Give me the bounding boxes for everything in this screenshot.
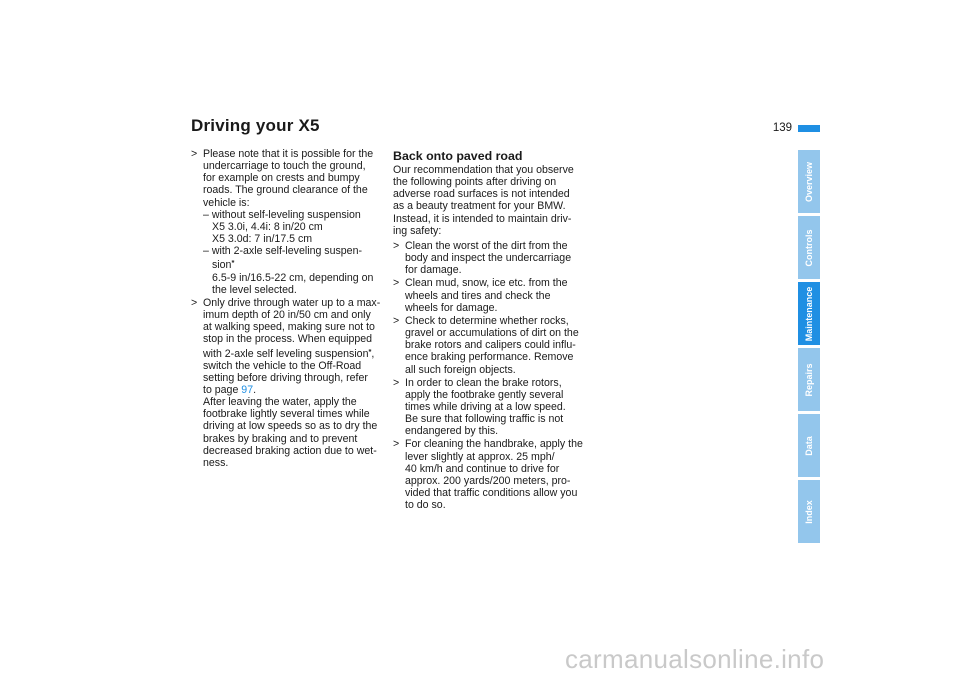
text-line: brake rotors and calipers could influ- [405, 339, 576, 352]
text-fragment: with 2-axle self leveling suspension [203, 347, 369, 360]
text-line: driving at low speeds so as to dry the [203, 420, 378, 433]
section-tabs [798, 150, 820, 546]
spec-line: X5 3.0d: 7 in/17.5 cm [212, 233, 313, 246]
spec-line: 6.5-9 in/16.5-22 cm, depending on [212, 271, 374, 284]
bullet-clean-body [393, 240, 593, 276]
text-line: undercarriage to touch the ground, [203, 160, 366, 173]
left-column [191, 148, 386, 470]
text-line: wheels for damage. [405, 301, 498, 314]
tab-data[interactable] [798, 414, 820, 477]
text-line: all such foreign objects. [405, 363, 516, 376]
bullet-marker: > [393, 314, 400, 327]
text-line: Clean the worst of the dirt from the [405, 239, 568, 252]
text-fragment: to page [203, 383, 242, 396]
intro-paragraph [393, 164, 593, 237]
text-line: vided that traffic conditions allow you [405, 487, 578, 500]
text-line: Be sure that following traffic is not [405, 413, 564, 426]
bullet-clean-handbrake [393, 438, 593, 511]
tab-maintenance[interactable] [798, 282, 820, 345]
text-line [203, 384, 386, 396]
text-line: the following points after driving on [393, 176, 557, 189]
text-line: Instead, it is intended to maintain driv- [393, 212, 572, 225]
text-line: decreased braking action due to wet- [203, 444, 377, 457]
bullet-marker: > [393, 376, 400, 389]
dash-item: – without self-leveling suspension [203, 208, 361, 221]
text-line: as a beauty treatment for your BMW. [393, 200, 566, 213]
bullet-marker: > [393, 438, 400, 451]
bullet-clean-wheels [393, 277, 593, 313]
bullet-marker: > [191, 148, 198, 160]
text-line: vehicle is: [203, 196, 250, 209]
page-marker [798, 125, 820, 132]
text-line: for example on crests and bumpy [203, 172, 360, 185]
tab-label: Overview [804, 161, 814, 202]
text-line: Only drive through water up to a max- [203, 296, 381, 309]
dash-item: – with 2-axle self-leveling suspen- [203, 245, 362, 258]
bullet-check-rotors [393, 315, 593, 376]
page-title: Driving your X5 [191, 116, 320, 135]
text-line: 40 km/h and continue to drive for [405, 462, 560, 475]
text-line: gravel or accumulations of dirt on the [405, 327, 579, 340]
tab-label: Data [804, 435, 814, 456]
option-star-icon: * [231, 258, 235, 268]
bullet-clean-rotors [393, 377, 593, 438]
tab-label: Controls [804, 229, 814, 266]
text-line: switch the vehicle to the Off-Road [203, 359, 362, 372]
spec-line [203, 257, 386, 271]
text-line: body and inspect the undercarriage [405, 252, 572, 265]
page-reference-link[interactable]: 97 [241, 383, 254, 396]
section-heading: Back onto paved road [393, 149, 523, 163]
tab-controls[interactable] [798, 216, 820, 279]
bullet-ground-clearance [191, 148, 386, 296]
text-line: Check to determine whether rocks, [405, 314, 569, 327]
text-line: lever slightly at approx. 25 mph/ [405, 450, 555, 463]
tab-label: Maintenance [804, 286, 814, 341]
text-line: footbrake lightly several times while [203, 408, 370, 421]
text-line: setting before driving through, refer [203, 371, 368, 384]
text-fragment: sion [212, 259, 232, 272]
text-line: for damage. [405, 264, 462, 277]
text-line: adverse road surfaces is not intended [393, 188, 570, 201]
page-number: 139 [772, 122, 792, 134]
bullet-water-crossing [191, 297, 386, 469]
tab-label: Index [804, 499, 814, 524]
text-line [203, 346, 386, 360]
watermark: carmanualsonline.info [565, 644, 825, 674]
text-line: After leaving the water, apply the [203, 396, 357, 409]
text-line: to do so. [405, 499, 446, 512]
bullet-marker: > [393, 277, 400, 290]
text-line: ence braking performance. Remove [405, 351, 574, 364]
spec-line: X5 3.0i, 4.4i: 8 in/20 cm [212, 220, 323, 233]
tab-repairs[interactable] [798, 348, 820, 411]
text-fragment: , [371, 347, 375, 360]
text-line: times while driving at a low speed. [405, 400, 566, 413]
text-line: apply the footbrake gently several [405, 388, 564, 401]
text-line: ness. [203, 456, 229, 469]
bullet-marker: > [191, 296, 198, 309]
text-fragment: . [253, 383, 257, 396]
text-line: ing safety: [393, 224, 442, 237]
text-line: Please note that it is possible for the [203, 148, 374, 160]
text-line: Clean mud, snow, ice etc. from the [405, 277, 568, 290]
text-line: wheels and tires and check the [405, 289, 551, 302]
text-line: at walking speed, making sure not to [203, 321, 375, 334]
bullet-marker: > [393, 239, 400, 252]
right-column [393, 148, 593, 512]
option-star-icon: * [368, 346, 372, 356]
text-line: In order to clean the brake rotors, [405, 376, 562, 389]
text-line: brakes by braking and to prevent [203, 432, 358, 445]
tab-overview[interactable] [798, 150, 820, 213]
text-line: Our recommendation that you observe [393, 164, 574, 176]
text-line: stop in the process. When equipped [203, 333, 373, 346]
tab-index[interactable] [798, 480, 820, 543]
text-line: For cleaning the handbrake, apply the [405, 438, 583, 451]
spec-line: the level selected. [212, 283, 297, 296]
text-line: roads. The ground clearance of the [203, 184, 368, 197]
text-line: imum depth of 20 in/50 cm and only [203, 309, 371, 322]
text-line: endangered by this. [405, 425, 499, 438]
text-line: approx. 200 yards/200 meters, pro- [405, 474, 571, 487]
tab-label: Repairs [804, 362, 814, 397]
